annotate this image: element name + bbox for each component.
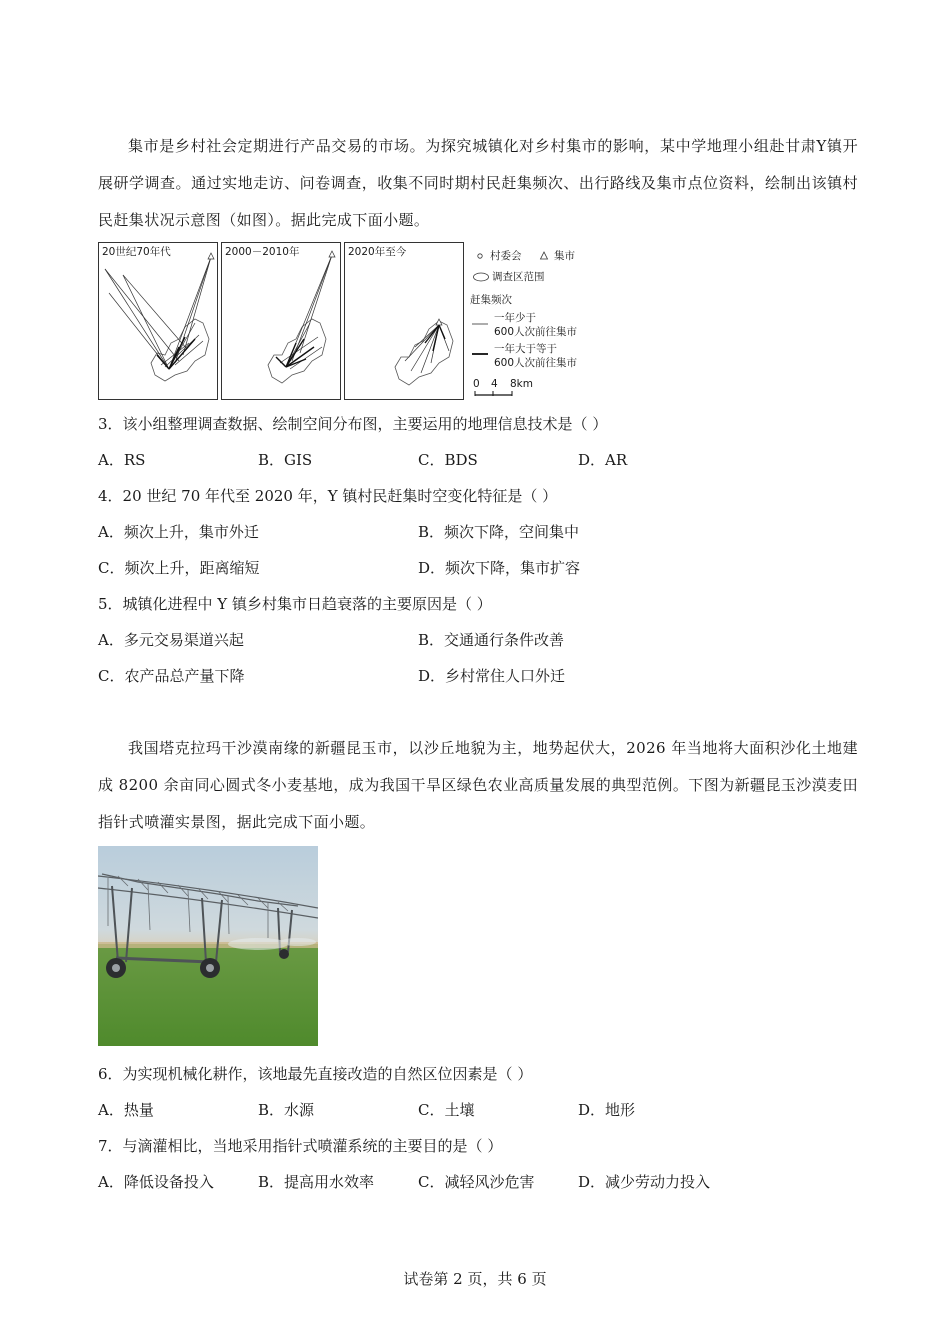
q4-option-d: D．频次下降，集市扩容	[418, 559, 581, 577]
q5-option-c: C．农产品总产量下降	[98, 667, 245, 685]
map-2020-drawing	[345, 243, 463, 399]
map-panel-2000-2010	[221, 242, 341, 400]
question-4-stem: 4．20 世纪 70 年代至 2020 年，Y 镇村民赶集时空变化特征是（ ）	[98, 487, 558, 505]
question-5-stem: 5．城镇化进程中 Y 镇乡村集市日趋衰落的主要原因是（ ）	[98, 595, 492, 613]
q4-option-c: C．频次上升，距离缩短	[98, 559, 260, 577]
scale-8km: 8km	[510, 378, 533, 390]
q7-option-c: C．减轻风沙危害	[418, 1173, 535, 1191]
intro-paragraph-2: 我国塔克拉玛干沙漠南缘的新疆昆玉市，以沙丘地貌为主，地势起伏大，2026 年当地将大面积沙化土地建成 8200 余亩同心圆式冬小麦基地，成为我国干旱区绿色农业高质量发展的典型范例。下图为新疆昆玉沙漠麦田指针式喷灌实景图，据此完成下面小题。	[98, 739, 858, 831]
q4-option-a: A．频次上升，集市外迁	[98, 523, 259, 541]
legend-frequency-title: 赶集频次	[470, 294, 512, 306]
pivot-irrigation-photo	[98, 846, 318, 1046]
map-1970s-drawing	[99, 243, 217, 399]
q5-option-a: A．多元交易渠道兴起	[98, 631, 244, 649]
q5-option-d: D．乡村常住人口外迁	[418, 667, 566, 685]
q5-option-b: B．交通通行条件改善	[418, 631, 565, 649]
map-panel-1-label: 20世纪70年代	[102, 246, 171, 258]
map-panel-2-label: 2000－2010年	[225, 246, 300, 258]
question-3-stem: 3．该小组整理调查数据、绘制空间分布图，主要运用的地理信息技术是（ ）	[98, 415, 608, 433]
q6-option-b: B．水源	[258, 1101, 315, 1119]
scale-bar	[474, 391, 518, 397]
scale-4: 4	[491, 378, 498, 390]
q7-option-d: D．减少劳动力投入	[578, 1173, 711, 1191]
q3-option-a: A．RS	[98, 451, 146, 469]
legend-more-line1: 一年大于等于	[494, 343, 557, 355]
page-footer: 试卷第 2 页，共 6 页	[403, 1270, 547, 1288]
legend-more-line2: 600人次前往集市	[494, 357, 578, 369]
map-panel-3-label: 2020年至今	[348, 246, 407, 258]
q3-option-d: D．AR	[578, 451, 628, 469]
q6-option-a: A．热量	[98, 1101, 154, 1119]
survey-area-icon	[472, 271, 490, 283]
q4-option-b: B．频次下降，空间集中	[418, 523, 580, 541]
q7-option-a: A．降低设备投入	[98, 1173, 214, 1191]
map-panel-2020-now	[344, 242, 464, 400]
q3-option-c: C．BDS	[418, 451, 478, 469]
q3-option-b: B．GIS	[258, 451, 313, 469]
question-6-stem: 6．为实现机械化耕作，该地最先直接改造的自然区位因素是（ ）	[98, 1065, 533, 1083]
thin-line-icon	[472, 321, 488, 327]
legend-market: 集市	[554, 250, 575, 262]
question-7-stem: 7．与滴灌相比，当地采用指针式喷灌系统的主要目的是（ ）	[98, 1137, 503, 1155]
thick-line-icon	[472, 351, 488, 357]
intro-paragraph-1: 集市是乡村社会定期进行产品交易的市场。为探究城镇化对乡村集市的影响，某中学地理小组赴甘肃Y镇开展研学调查。通过实地走访、问卷调查，收集不同时期村民赶集频次、出行路线及集市点位资料，绘制出该镇村民赶集状况示意图（如图）。据此完成下面小题。	[98, 137, 858, 229]
legend-area: 调查区范围	[492, 271, 545, 283]
village-committee-icon	[474, 250, 486, 262]
market-icon	[538, 250, 550, 262]
q6-option-c: C．土壤	[418, 1101, 475, 1119]
scale-0: 0	[473, 378, 480, 390]
map-2000-2010-drawing	[222, 243, 340, 399]
q6-option-d: D．地形	[578, 1101, 636, 1119]
q7-option-b: B．提高用水效率	[258, 1173, 375, 1191]
legend-less-line2: 600人次前往集市	[494, 326, 578, 338]
legend-village: 村委会	[490, 250, 522, 262]
legend-less-line1: 一年少于	[494, 312, 536, 324]
map-panel-1970s	[98, 242, 218, 400]
